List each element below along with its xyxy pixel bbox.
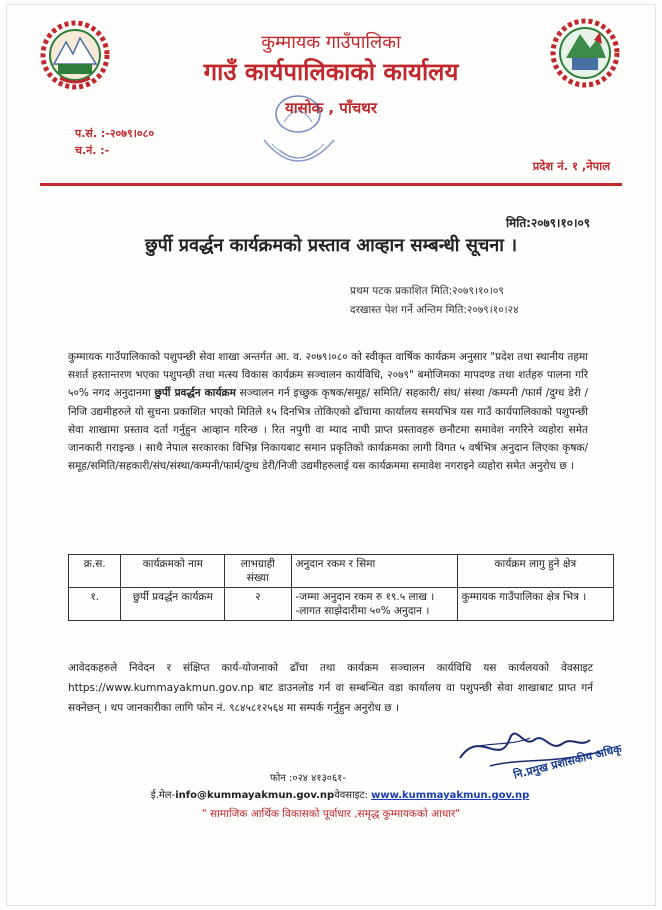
program-name-bold: छुर्पी प्रवर्द्धन कार्यक्रम	[154, 387, 236, 400]
footer-phone: फोन :०२४ ४१३०६१-	[270, 773, 346, 784]
grant-total: -जम्मा अनुदान रकम रु १९.५ लाख ।	[295, 591, 435, 603]
office-name: गाउँ कार्यपालिकाको कार्यालय	[203, 58, 459, 86]
website-link[interactable]: www.kummayakmun.gov.np	[371, 790, 530, 801]
table-header-row	[69, 555, 614, 588]
body-part-1: कुम्मायक गाउँपालिकाको पशुपन्छी सेवा शाखा अन्तर्गत आ. व. २०७९।०८० को स्वीकृत वार्षिक कार्यक्रम अनुसार "प्रदेश तथा स्थानीय तहमा सशर्त हस्तान्तरण भएका पशुपन्छी तथा मत्स्य विकास कार्यक्रम सञ्चालन कार्यविधि, २०७९" बमोजिमका मापदण्ड तथा शर्तहरु पालना गरि ५०% नगद अनुदानमा	[68, 351, 588, 400]
municipality-name: कुम्मायक गाउँपालिका	[261, 32, 401, 53]
notice-body	[68, 348, 588, 475]
header-area: कार्यक्रम लागु हुने क्षेत्र	[457, 555, 613, 588]
email-label: ई.मेल-	[150, 790, 176, 801]
office-stamp-icon	[258, 92, 338, 180]
header-divider	[40, 183, 622, 186]
first-published-date: प्रथम पटक प्रकाशित मिति:२०७९।१०।०९	[350, 285, 504, 297]
program-table	[68, 554, 614, 621]
application-deadline: दरखास्त पेश गर्ने अन्तिम मिति:२०७९।१०।२४	[350, 304, 519, 316]
footer-contact	[95, 787, 585, 801]
province-label: प्रदेश नं. १ ,नेपाल	[532, 159, 610, 173]
grant-share: -लागत साझेदारीमा ५०% अनुदान ।	[295, 605, 430, 617]
reference-number: प.सं. :-२०७९।०८०	[75, 127, 155, 140]
header-beneficiaries: लाभग्राही संख्या	[225, 555, 291, 588]
table-row	[69, 588, 614, 621]
website-label: वेवसाइट:	[334, 790, 372, 801]
cell-sn: १.	[69, 588, 121, 621]
closing-paragraph: आवेदकहरुले निवेदन र संक्षिप्त कार्य-योजनाको ढाँचा तथा कार्यक्रम सञ्चालन कार्यविधि यस कार्यलयको वेवसाइट https://www.kummayakmun.gov.np बाट डाउनलोड गर्न वा सम्बन्धित वडा कार्यालय वा पशुपन्छी सेवा शाखाबाट प्राप्त गर्न सक्नेछन् । थप जानकारीका लागि फोन नं. ९८४५८१२५६४ मा सम्पर्क गर्नुहुन अनुरोध छ ।	[68, 662, 593, 714]
email-address[interactable]: info@kummayakmun.gov.np	[175, 790, 335, 801]
notice-title: छुर्पी प्रवर्द्धन कार्यक्रमको प्रस्ताव आव्हान सम्बन्धी सूचना ।	[144, 235, 518, 256]
office-location: यासोक , पाँचथर	[285, 99, 377, 117]
cell-program-name: छुर्पी प्रवर्द्धन कार्यक्रम	[121, 588, 225, 621]
header-program-name: कार्यक्रमको नाम	[121, 555, 225, 588]
header-sn: क्र.स.	[69, 555, 121, 588]
signatory-title: नि.प्रमुख प्रशासकीय अधिकृ	[512, 742, 623, 782]
cell-area: कुम्मायक गाउँपालिका क्षेत्र भित्र ।	[457, 588, 613, 621]
cell-beneficiaries: २	[225, 588, 291, 621]
footer-slogan: " सामाजिक आर्थिक विकासको पूर्वाधार ,समृद्ध कुम्मायकको आधार"	[201, 808, 461, 820]
cell-grant	[291, 588, 457, 621]
notice-date: मिति:२०७९।१०।०९	[505, 216, 590, 230]
dispatch-number: च.नं. :-	[75, 144, 110, 157]
body-part-2: सञ्चालन गर्न इच्छुक कृषक/समूह/ समिति/ सहकारी/ संघ/ संस्था /कम्पनी /फार्म /दुग्ध डेरी /निजि उद्यमीहरुले यो सुचना प्रकाशित भएको मितिले १५ दिनभित्र तोकिएको ढाँचामा कार्यालय समयभित्र यस गाउँ कार्यपालिकाको पशुपन्छी सेवा शाखामा प्रस्ताव दर्ता गर्नुहुन आव्हान गरिन्छ । रित नपुगी वा म्याद नाघी प्राप्त प्रस्तावहरु छनौटमा समावेश नगरिने व्यहोरा समेत जानकारी गराइन्छ । साथै नेपाल सरकारका विभिन्न निकायबाट समान प्रकृतिको कार्यक्रमका लागी विगत ५ वर्षभित्र अनुदान लिएका कृषक/समूह/समिति/सहकारी/संघ/संस्था/कम्पनी/फार्म/दुग्ध डेरी/निजी उद्यमीहरुलाई यस कार्यक्रममा समावेश नगराइने व्यहोरा समेत अनुरोध छ ।	[68, 387, 588, 473]
header-grant: अनुदान रकम र सिमा	[291, 555, 457, 588]
